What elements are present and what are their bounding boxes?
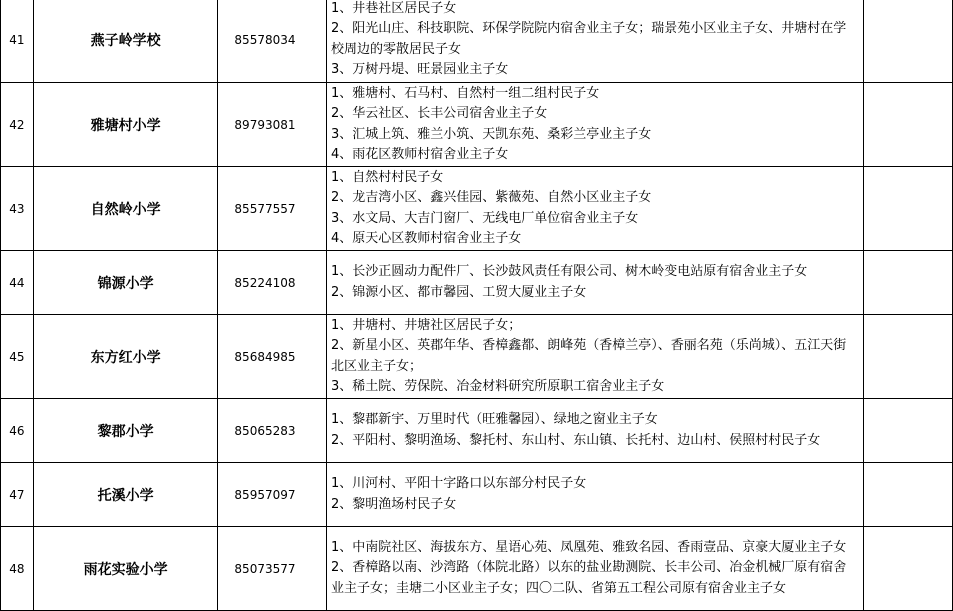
area-line: 1、中南院社区、海拔东方、星语心苑、凤凰苑、雅致名园、香雨壹品、京豪大厦业主子女: [331, 539, 847, 555]
row-number: 47: [1, 463, 34, 527]
table-row: [1, 399, 953, 463]
remarks-cell: [864, 167, 953, 251]
enrollment-area: [327, 83, 864, 167]
remarks-cell: [864, 251, 953, 315]
table-row: [1, 463, 953, 527]
row-number: 43: [1, 167, 34, 251]
school-name: 托溪小学: [33, 463, 218, 527]
remarks-cell: [864, 527, 953, 611]
area-line: 2、锦源小区、都市馨园、工贸大厦业主子女: [331, 284, 587, 300]
row-number: 46: [1, 399, 34, 463]
area-line: 1、川河村、平阳十字路口以东部分村民子女: [331, 476, 587, 491]
phone-number: 85577557: [218, 167, 327, 251]
area-line: 1、自然村村民子女: [331, 169, 444, 185]
area-line: 3、水文局、大吉门窗厂、无线电厂单位宿舍业主子女: [331, 210, 639, 226]
area-line: 4、原天心区教师村宿舍业主子女: [331, 231, 522, 246]
remarks-cell: [864, 0, 953, 83]
phone-number: 85578034: [218, 0, 327, 83]
row-number: 41: [1, 0, 34, 83]
phone-number: 85684985: [218, 315, 327, 399]
enrollment-area: [327, 0, 864, 83]
area-line: 2、阳光山庄、科技职院、环保学院院内宿舍业主子女；瑞景苑小区业主子女、井塘村在学校周边的零散居民子女: [331, 21, 847, 57]
table-row: [1, 527, 953, 611]
phone-number: 85065283: [218, 399, 327, 463]
area-line: 1、长沙正圆动力配件厂、长沙鼓风责任有限公司、树木岭变电站原有宿舍业主子女: [331, 264, 808, 279]
remarks-cell: [864, 463, 953, 527]
phone-number: 85073577: [218, 527, 327, 611]
row-number: 42: [1, 83, 34, 167]
phone-number: 85957097: [218, 463, 327, 527]
enrollment-area: [327, 399, 864, 463]
school-name: 自然岭小学: [33, 167, 218, 251]
table-row: [1, 315, 953, 399]
area-line: 1、井巷社区居民子女: [331, 0, 457, 16]
school-name: 东方红小学: [33, 315, 218, 399]
phone-number: 89793081: [218, 83, 327, 167]
area-line: 2、华云社区、长丰公司宿舍业主子女: [331, 106, 548, 121]
area-line: 2、香樟路以南、沙湾路（体院北路）以东的盐业勘测院、长丰公司、冶金机械厂原有宿舍业主子女；圭塘二小区业主子女；四〇二队、省第五工程公司原有宿舍业主子女: [331, 560, 847, 596]
remarks-cell: [864, 315, 953, 399]
enrollment-area: [327, 167, 864, 251]
area-line: 2、新星小区、英郡年华、香樟鑫都、朗峰苑（香樟兰亭）、香丽名苑（乐尚城）、五江天街北区业主子女；: [331, 338, 847, 374]
school-name: 黎郡小学: [33, 399, 218, 463]
area-line: 3、汇城上筑、雅兰小筑、天凯东苑、桑彩兰亭业主子女: [331, 126, 652, 142]
school-name: 锦源小学: [33, 251, 218, 315]
row-number: 48: [1, 527, 34, 611]
table-row: [1, 0, 953, 83]
enrollment-area: [327, 315, 864, 399]
enrollment-area: [327, 251, 864, 315]
area-line: 1、井塘村、井塘社区居民子女；: [331, 317, 522, 333]
table-row: [1, 251, 953, 315]
area-line: 3、万树丹堤、旺景园业主子女: [331, 62, 509, 77]
row-number: 44: [1, 251, 34, 315]
school-name: 燕子岭学校: [33, 0, 218, 83]
area-line: 2、龙吉湾小区、鑫兴佳园、紫薇苑、自然小区业主子女: [331, 190, 652, 205]
area-line: 4、雨花区教师村宿舍业主子女: [331, 147, 509, 162]
table-body: [1, 0, 953, 611]
school-name: 雨花实验小学: [33, 527, 218, 611]
remarks-cell: [864, 399, 953, 463]
table-row: [1, 167, 953, 251]
area-line: 1、雅塘村、石马村、自然村一组二组村民子女: [331, 85, 600, 101]
school-name: 雅塘村小学: [33, 83, 218, 167]
area-line: 2、黎明渔场村民子女: [331, 496, 457, 512]
area-line: 1、黎郡新宇、万里时代（旺雅馨园）、绿地之窗业主子女: [331, 412, 658, 427]
phone-number: 85224108: [218, 251, 327, 315]
area-line: 3、稀土院、劳保院、冶金材料研究所原职工宿舍业主子女: [331, 379, 665, 394]
table-row: [1, 83, 953, 167]
remarks-cell: [864, 83, 953, 167]
enrollment-area: [327, 527, 864, 611]
enrollment-area: [327, 463, 864, 527]
row-number: 45: [1, 315, 34, 399]
area-line: 2、平阳村、黎明渔场、黎托村、东山村、东山镇、长托村、边山村、侯照村村民子女: [331, 432, 821, 448]
